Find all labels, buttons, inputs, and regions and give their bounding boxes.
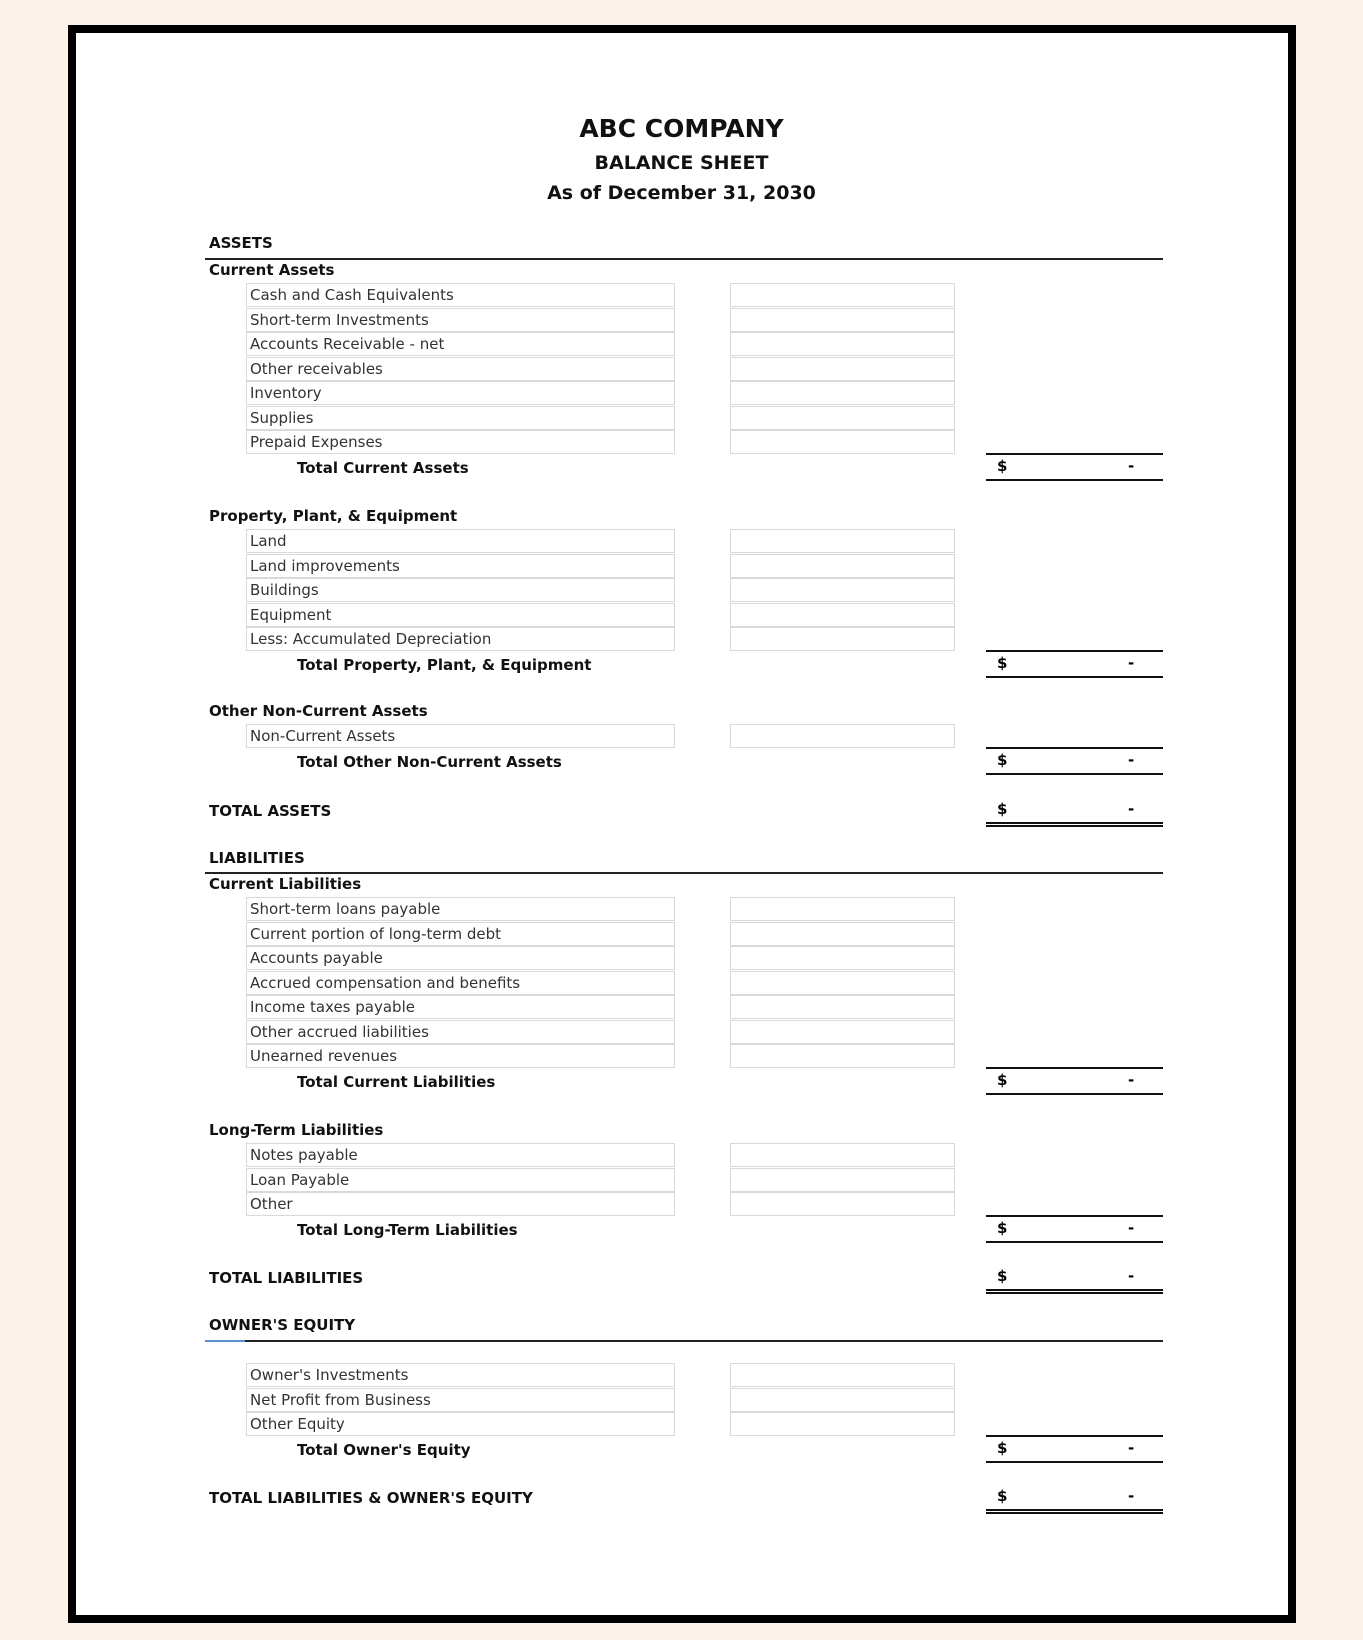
line-item-amount-input[interactable] <box>730 971 955 995</box>
total-bottom-line <box>986 1241 1163 1243</box>
line-item-amount-input[interactable] <box>730 308 955 332</box>
line-item-label: Current portion of long-term debt <box>246 922 675 946</box>
total-value: - <box>1128 456 1135 475</box>
line-item-amount-input[interactable] <box>730 406 955 430</box>
grand-total-currency: $ <box>997 1267 1008 1285</box>
total-bottom-line <box>986 1461 1163 1463</box>
line-item-amount-input[interactable] <box>730 554 955 578</box>
group-total-label: Total Owner's Equity <box>297 1440 471 1459</box>
line-item-label: Land improvements <box>246 554 675 578</box>
line-item-amount-input[interactable] <box>730 1363 955 1387</box>
line-item-amount-input[interactable] <box>730 897 955 921</box>
line-item-amount-input[interactable] <box>730 529 955 553</box>
line-item-amount-input[interactable] <box>730 1143 955 1167</box>
line-item-amount-input[interactable] <box>730 357 955 381</box>
total-currency: $ <box>997 1218 1008 1237</box>
total-top-line <box>986 1067 1163 1069</box>
total-bottom-line <box>986 479 1163 481</box>
section-title: OWNER'S EQUITY <box>209 1316 356 1334</box>
total-currency: $ <box>997 750 1008 769</box>
line-item-amount-input[interactable] <box>730 627 955 651</box>
line-item-amount-input[interactable] <box>730 922 955 946</box>
line-item-label: Prepaid Expenses <box>246 430 675 454</box>
group-heading: Other Non-Current Assets <box>209 702 428 720</box>
line-item-label: Other receivables <box>246 357 675 381</box>
grand-total-value: - <box>1128 1267 1135 1285</box>
line-item-label: Short-term loans payable <box>246 897 675 921</box>
total-top-line <box>986 453 1163 455</box>
line-item-amount-input[interactable] <box>730 724 955 748</box>
total-value: - <box>1128 1070 1135 1089</box>
total-currency: $ <box>997 1070 1008 1089</box>
grand-total-value: - <box>1128 1487 1135 1505</box>
line-item-label: Other <box>246 1192 675 1216</box>
total-currency: $ <box>997 456 1008 475</box>
document-title: BALANCE SHEET <box>594 152 769 174</box>
line-item-label: Cash and Cash Equivalents <box>246 283 675 307</box>
line-item-amount-input[interactable] <box>730 430 955 454</box>
total-bottom-line <box>986 1093 1163 1095</box>
line-item-amount-input[interactable] <box>730 1412 955 1436</box>
total-value: - <box>1128 1218 1135 1237</box>
grand-total-value: - <box>1128 800 1135 818</box>
grand-total-label: TOTAL LIABILITIES <box>209 1269 364 1287</box>
grand-total-double-line <box>986 822 1163 827</box>
total-bottom-line <box>986 773 1163 775</box>
total-value: - <box>1128 653 1135 672</box>
grand-total-label: TOTAL LIABILITIES & OWNER'S EQUITY <box>209 1489 533 1507</box>
line-item-amount-input[interactable] <box>730 578 955 602</box>
line-item-amount-input[interactable] <box>730 1192 955 1216</box>
line-item-label: Equipment <box>246 603 675 627</box>
line-item-label: Notes payable <box>246 1143 675 1167</box>
section-rule <box>205 872 1163 874</box>
grand-total-label: TOTAL ASSETS <box>209 802 332 820</box>
group-heading: Current Liabilities <box>209 875 362 893</box>
section-title: ASSETS <box>209 234 273 252</box>
total-value: - <box>1128 750 1135 769</box>
line-item-amount-input[interactable] <box>730 995 955 1019</box>
group-total-label: Total Long-Term Liabilities <box>297 1220 518 1239</box>
grand-total-currency: $ <box>997 800 1008 818</box>
line-item-amount-input[interactable] <box>730 332 955 356</box>
grand-total-double-line <box>986 1289 1163 1294</box>
total-top-line <box>986 1215 1163 1217</box>
group-total-label: Total Current Assets <box>297 458 469 477</box>
group-total-label: Total Current Liabilities <box>297 1072 496 1091</box>
line-item-label: Income taxes payable <box>246 995 675 1019</box>
section-accent <box>205 1340 245 1342</box>
group-heading: Property, Plant, & Equipment <box>209 507 458 525</box>
line-item-label: Non-Current Assets <box>246 724 675 748</box>
group-total-label: Total Property, Plant, & Equipment <box>297 655 592 674</box>
line-item-amount-input[interactable] <box>730 1388 955 1412</box>
total-bottom-line <box>986 676 1163 678</box>
grand-total-double-line <box>986 1509 1163 1514</box>
line-item-label: Accounts payable <box>246 946 675 970</box>
report-date: As of December 31, 2030 <box>547 182 816 204</box>
line-item-label: Other accrued liabilities <box>246 1020 675 1044</box>
line-item-amount-input[interactable] <box>730 603 955 627</box>
line-item-amount-input[interactable] <box>730 283 955 307</box>
line-item-amount-input[interactable] <box>730 1020 955 1044</box>
group-heading: Long-Term Liabilities <box>209 1121 384 1139</box>
line-item-label: Inventory <box>246 381 675 405</box>
line-item-label: Owner's Investments <box>246 1363 675 1387</box>
line-item-amount-input[interactable] <box>730 1168 955 1192</box>
company-name: ABC COMPANY <box>579 114 784 143</box>
grand-total-currency: $ <box>997 1487 1008 1505</box>
line-item-label: Buildings <box>246 578 675 602</box>
line-item-label: Accrued compensation and benefits <box>246 971 675 995</box>
line-item-label: Loan Payable <box>246 1168 675 1192</box>
section-rule <box>205 1340 1163 1342</box>
line-item-label: Other Equity <box>246 1412 675 1436</box>
line-item-label: Supplies <box>246 406 675 430</box>
line-item-label: Land <box>246 529 675 553</box>
total-top-line <box>986 1435 1163 1437</box>
group-total-label: Total Other Non-Current Assets <box>297 752 562 771</box>
total-currency: $ <box>997 1438 1008 1457</box>
line-item-label: Unearned revenues <box>246 1044 675 1068</box>
total-currency: $ <box>997 653 1008 672</box>
section-rule <box>205 258 1163 260</box>
line-item-amount-input[interactable] <box>730 381 955 405</box>
line-item-label: Accounts Receivable - net <box>246 332 675 356</box>
line-item-label: Net Profit from Business <box>246 1388 675 1412</box>
total-top-line <box>986 650 1163 652</box>
total-top-line <box>986 747 1163 749</box>
line-item-label: Short-term Investments <box>246 308 675 332</box>
line-item-amount-input[interactable] <box>730 1044 955 1068</box>
total-value: - <box>1128 1438 1135 1457</box>
section-title: LIABILITIES <box>209 849 305 867</box>
group-heading: Current Assets <box>209 261 335 279</box>
line-item-label: Less: Accumulated Depreciation <box>246 627 675 651</box>
line-item-amount-input[interactable] <box>730 946 955 970</box>
